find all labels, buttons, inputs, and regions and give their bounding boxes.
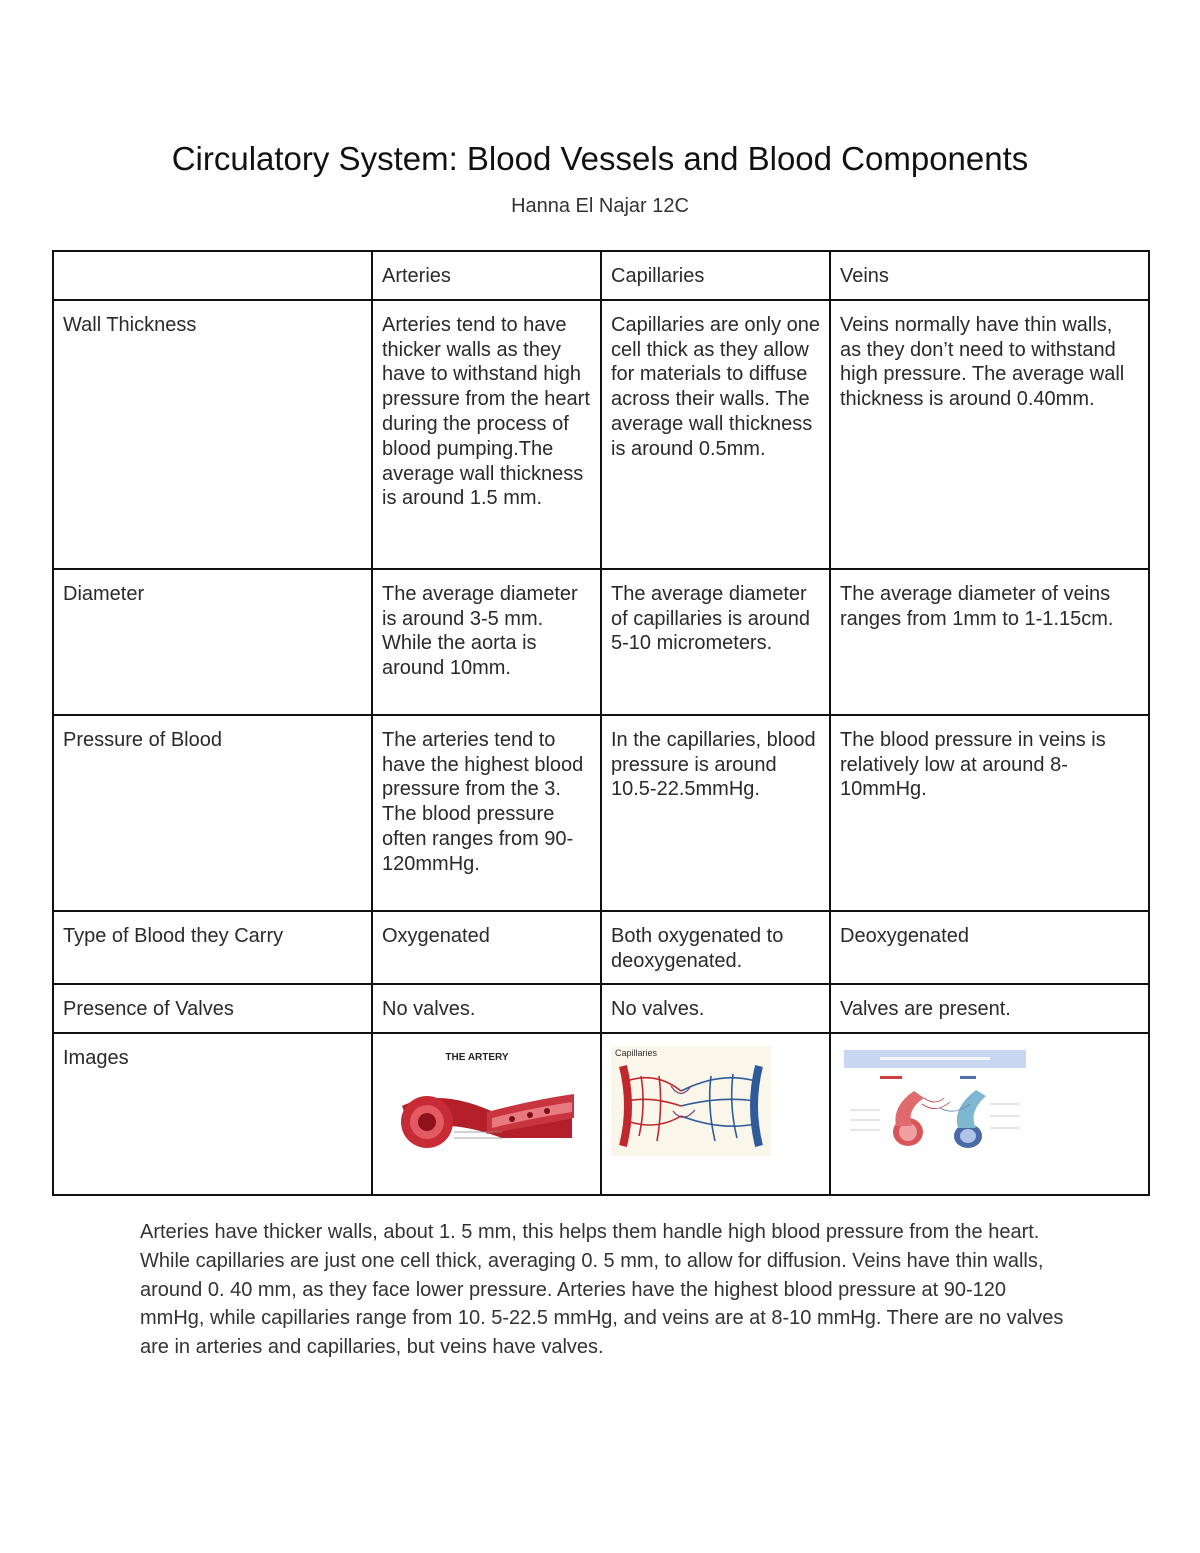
cell-arteries: The arteries tend to have the highest blood pressure from the 3. The blood pressure often ranges from 90-120mmHg. bbox=[372, 715, 601, 911]
header-cell-capillaries: Capillaries bbox=[601, 251, 830, 300]
cell-arteries: No valves. bbox=[372, 984, 601, 1033]
veins-image-cell bbox=[830, 1033, 1149, 1195]
row-label: Wall Thickness bbox=[53, 300, 372, 569]
row-label: Diameter bbox=[53, 569, 372, 715]
cell-capillaries: In the capillaries, blood pressure is around 10.5-22.5mmHg. bbox=[601, 715, 830, 911]
cell-capillaries: Capillaries are only one cell thick as they allow for materials to diffuse across their walls. The average wall thickness is around 0.5mm. bbox=[601, 300, 830, 569]
table-row-images bbox=[53, 1033, 1149, 1195]
artery-image-cell bbox=[372, 1033, 601, 1195]
summary-paragraph: Arteries have thicker walls, about 1. 5 mm, this helps them handle high blood pressure from the heart. While capillaries are just one cell thick, averaging 0. 5 mm, to allow for diffusion. Veins have thin walls, around 0. 40 mm, as they face lower pressure. Arteries have the highest blood pressure at 90-120 mmHg, while capillaries range from 10. 5-22.5 mmHg, and veins are at 8-10 mmHg. There are no valves are in arteries and capillaries, but veins have valves. bbox=[140, 1221, 1064, 1359]
cell-veins: Veins normally have thin walls, as they don’t need to withstand high pressure. The average wall thickness is around 0.40mm. bbox=[830, 300, 1149, 569]
cell-arteries: The average diameter is around 3-5 mm. While the aorta is around 10mm. bbox=[372, 569, 601, 715]
header-cell-empty bbox=[53, 251, 372, 300]
cell-veins: Valves are present. bbox=[830, 984, 1149, 1033]
table-row-wall-thickness bbox=[53, 300, 1149, 569]
veins-illustration bbox=[840, 1046, 1030, 1156]
capillaries-image-cell bbox=[601, 1033, 830, 1195]
capillaries-illustration bbox=[611, 1046, 771, 1156]
cell-veins: Deoxygenated bbox=[830, 911, 1149, 985]
cell-capillaries: Both oxygenated to deoxygenated. bbox=[601, 911, 830, 985]
header-cell-arteries: Arteries bbox=[372, 251, 601, 300]
page-title: Circulatory System: Blood Vessels and Blood Components bbox=[171, 140, 1029, 177]
cell-arteries: Oxygenated bbox=[372, 911, 601, 985]
cell-capillaries: No valves. bbox=[601, 984, 830, 1033]
table-row-pressure bbox=[53, 715, 1149, 911]
cell-arteries: Arteries tend to have thicker walls as they have to withstand high pressure from the heart during the process of blood pumping.The average wall thickness is around 1.5 mm. bbox=[372, 300, 601, 569]
artery-caption: THE ARTERY bbox=[445, 1052, 509, 1064]
cell-veins: The blood pressure in veins is relatively low at around 8-10mmHg. bbox=[830, 715, 1149, 911]
row-label: Images bbox=[53, 1033, 372, 1195]
row-label: Pressure of Blood bbox=[53, 715, 372, 911]
row-label: Type of Blood they Carry bbox=[53, 911, 372, 985]
row-label: Presence of Valves bbox=[53, 984, 372, 1033]
header-cell-veins: Veins bbox=[830, 251, 1149, 300]
table-row-diameter bbox=[53, 569, 1149, 715]
artery-illustration bbox=[382, 1046, 582, 1156]
author-line: Hanna El Najar 12C bbox=[511, 195, 689, 217]
capillaries-caption: Capillaries bbox=[615, 1048, 658, 1059]
cell-veins: The average diameter of veins ranges from 1mm to 1-1.15cm. bbox=[830, 569, 1149, 715]
table-row-valves bbox=[53, 984, 1149, 1033]
table-row-blood-type bbox=[53, 911, 1149, 985]
cell-capillaries: The average diameter of capillaries is around 5-10 micrometers. bbox=[601, 569, 830, 715]
comparison-table bbox=[52, 250, 1150, 1196]
table-header-row bbox=[53, 251, 1149, 300]
